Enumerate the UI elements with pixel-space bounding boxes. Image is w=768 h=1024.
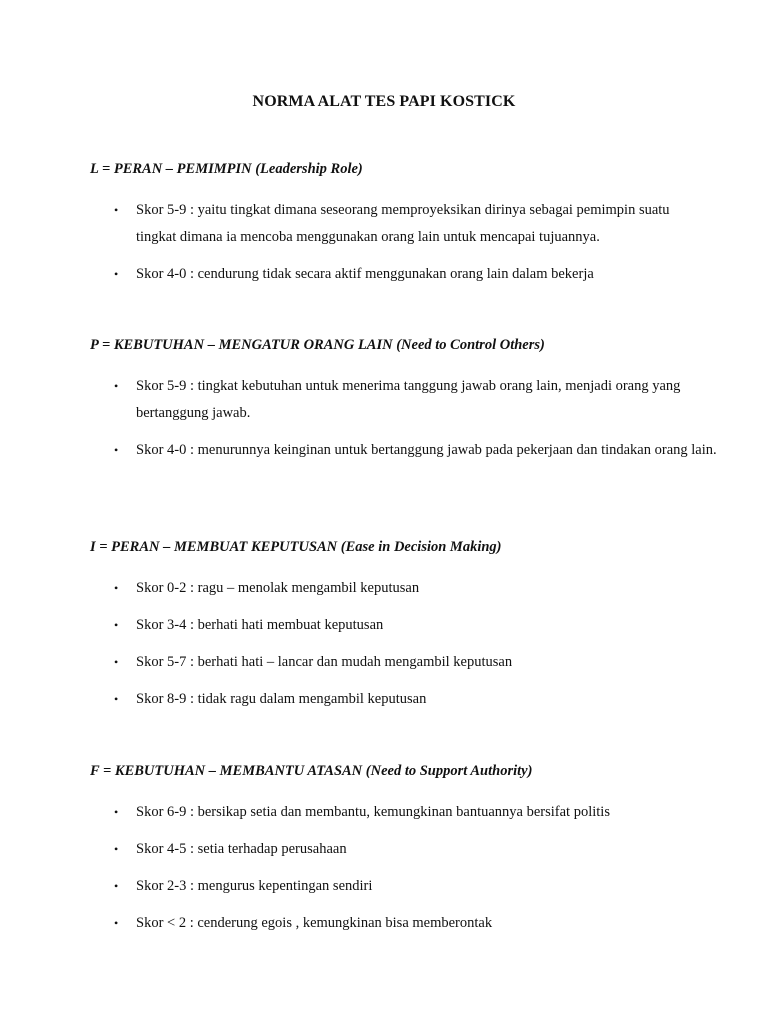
- list-item-text: Skor 2-3 : mengurus kepentingan sendiri: [136, 878, 373, 894]
- section-need-to-control-others: [90, 336, 717, 464]
- list-item: [90, 910, 690, 937]
- section-heading: F = KEBUTUHAN – MEMBANTU ATASAN (Need to Support Authority): [90, 763, 533, 779]
- list-item: [90, 649, 690, 676]
- bullet-icon: •: [114, 916, 119, 930]
- score-list: [90, 575, 690, 713]
- section-heading: P = KEBUTUHAN – MENGATUR ORANG LAIN (Need to Control Others): [90, 337, 545, 353]
- list-item: [90, 261, 690, 288]
- list-item-text: Skor 5-9 : tingkat kebutuhan untuk menerima tanggung jawab orang lain, menjadi orang yang bertanggung jawab.: [136, 378, 681, 421]
- bullet-icon: •: [114, 267, 119, 281]
- list-item-text: Skor 3-4 : berhati hati membuat keputusan: [136, 617, 384, 633]
- list-item-text: Skor 4-5 : setia terhadap perusahaan: [136, 841, 347, 857]
- list-item: [90, 836, 690, 863]
- list-item-text: Skor < 2 : cenderung egois , kemungkinan bisa memberontak: [136, 915, 493, 931]
- list-item: [90, 197, 696, 251]
- bullet-icon: •: [114, 618, 119, 632]
- list-item: [90, 373, 736, 427]
- score-list: [90, 799, 690, 937]
- list-item-text: Skor 0-2 : ragu – menolak mengambil keputusan: [136, 580, 420, 596]
- list-item: [90, 575, 690, 602]
- section-decision-making: [90, 538, 690, 713]
- bullet-icon: •: [114, 581, 119, 595]
- list-item: [90, 612, 690, 639]
- section-leadership-role: [90, 160, 690, 288]
- score-list: [90, 197, 690, 288]
- bullet-icon: •: [114, 879, 119, 893]
- list-item: [90, 437, 736, 464]
- bullet-icon: •: [114, 842, 119, 856]
- list-item-text: Skor 5-7 : berhati hati – lancar dan mudah mengambil keputusan: [136, 654, 513, 670]
- list-item: [90, 799, 690, 826]
- list-item-text: Skor 4-0 : cendurung tidak secara aktif menggunakan orang lain dalam bekerja: [136, 266, 594, 282]
- bullet-icon: •: [114, 203, 119, 217]
- bullet-icon: •: [114, 805, 119, 819]
- section-support-authority: [90, 762, 690, 937]
- list-item-text: Skor 4-0 : menurunnya keinginan untuk bertanggung jawab pada pekerjaan dan tindakan orang lain.: [136, 442, 717, 458]
- page-title: NORMA ALAT TES PAPI KOSTICK: [252, 93, 516, 110]
- bullet-icon: •: [114, 379, 119, 393]
- section-heading: L = PERAN – PEMIMPIN (Leadership Role): [90, 161, 363, 177]
- section-heading: I = PERAN – MEMBUAT KEPUTUSAN (Ease in Decision Making): [90, 539, 502, 555]
- list-item-text: Skor 6-9 : bersikap setia dan membantu, kemungkinan bantuannya bersifat politis: [136, 804, 610, 820]
- list-item: [90, 873, 690, 900]
- bullet-icon: •: [114, 443, 119, 457]
- list-item-text: Skor 5-9 : yaitu tingkat dimana seseorang memproyeksikan dirinya sebagai pemimpin suatu tingkat dimana ia mencoba menggunakan orang lain untuk mencapai tujuannya.: [136, 202, 670, 245]
- bullet-icon: •: [114, 692, 119, 706]
- bullet-icon: •: [114, 655, 119, 669]
- list-item: [90, 686, 690, 713]
- score-list: [90, 373, 717, 464]
- list-item-text: Skor 8-9 : tidak ragu dalam mengambil keputusan: [136, 691, 427, 707]
